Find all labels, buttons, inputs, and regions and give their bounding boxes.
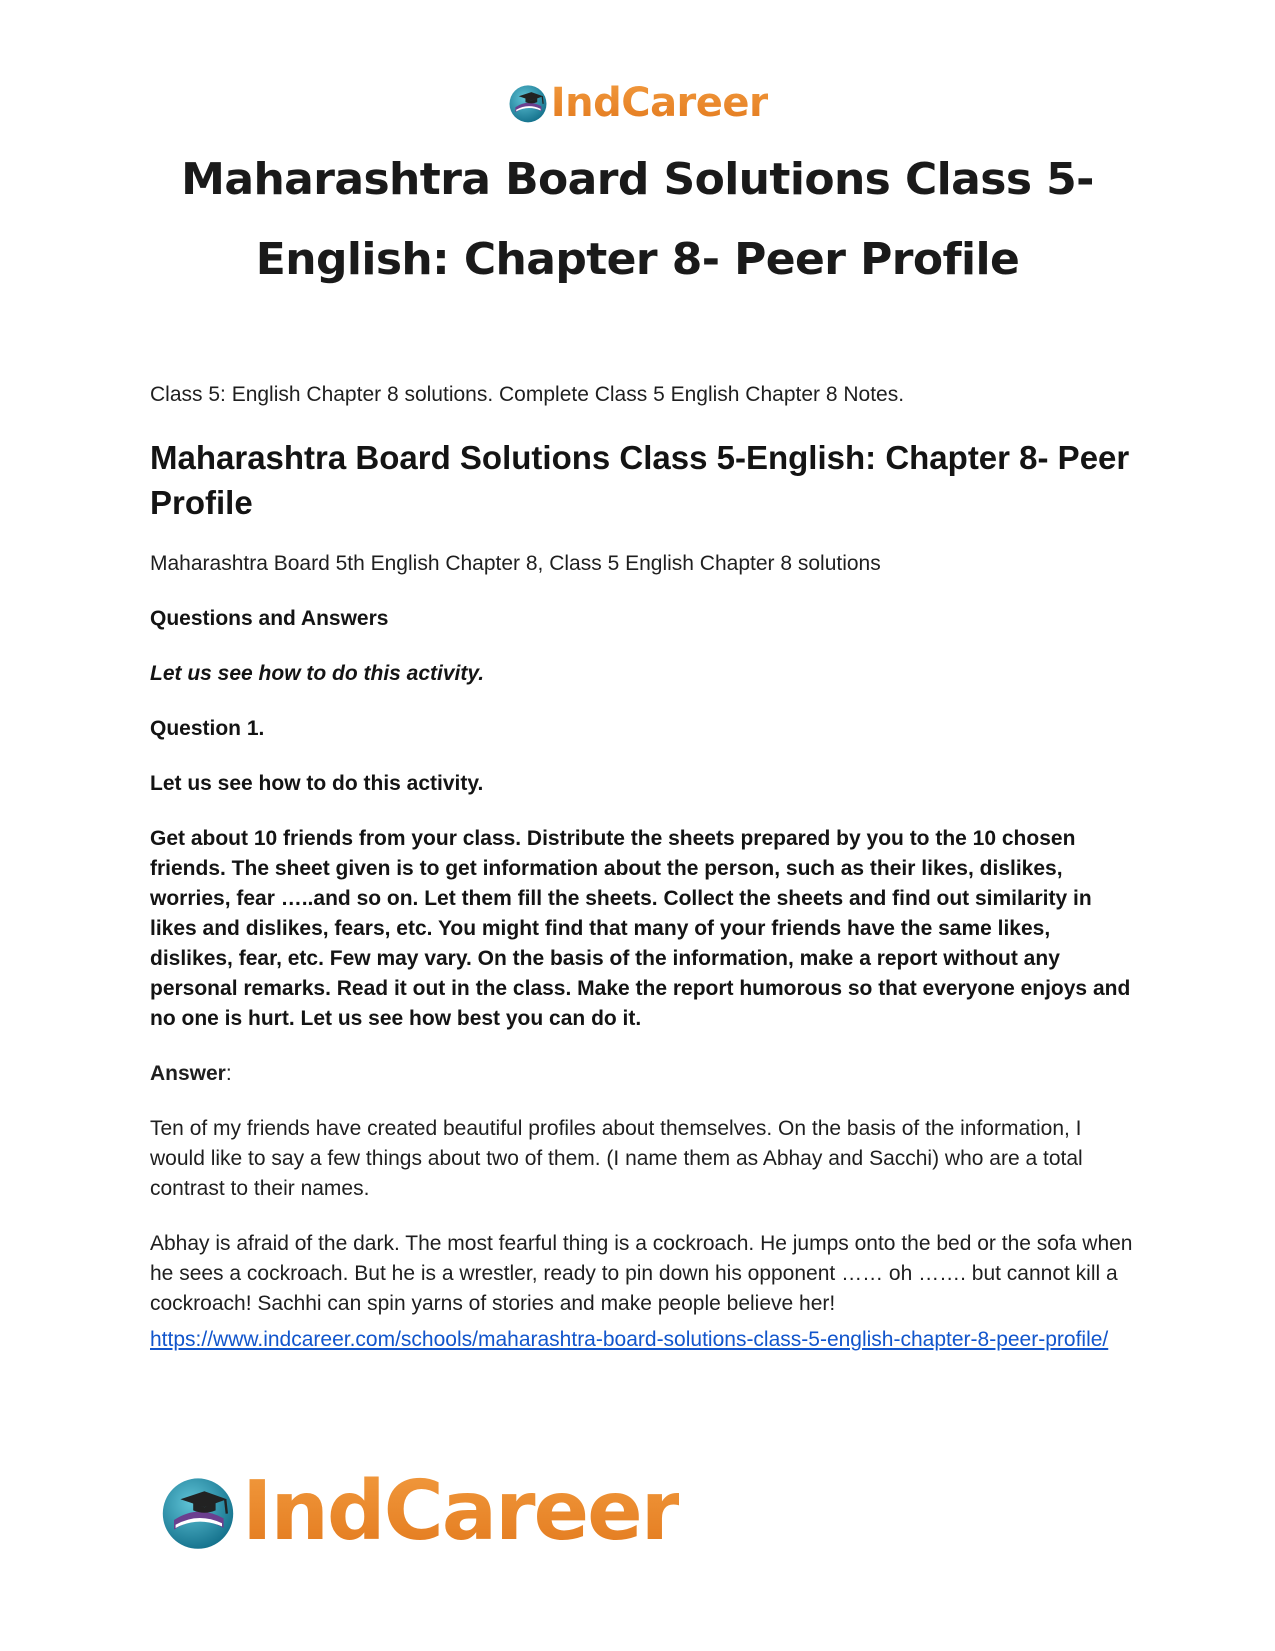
answer-paragraph-2: Abhay is afraid of the dark. The most fearful thing is a cockroach. He jumps onto the bed or the sofa when he sees a cockroach. But he is a wrestler, ready to pin down his opponent …… oh ……. but cannot kill a cockroach! Sachhi can spin yarns of stories and make people believe her!: [150, 1232, 1133, 1315]
answer-paragraph-1: Ten of my friends have created beautiful profiles about themselves. On the basis of the information, I would like to say a few things about two of them. (I name them as Abhay and Sacchi) who are a total contrast to their names.: [150, 1117, 1083, 1200]
brand-wordmark: IndCareer: [550, 80, 769, 126]
answer-label: Answer: [150, 1062, 226, 1085]
page-title: Maharashtra Board Solutions Class 5-English: Chapter 8- Peer Profile: [181, 154, 1094, 285]
activity-italic-text: Let us see how to do this activity.: [150, 662, 485, 685]
site-logo-footer: [158, 1462, 679, 1562]
intro-text: Class 5: English Chapter 8 solutions. Complete Class 5 English Chapter 8 Notes.: [150, 383, 905, 406]
section-heading: Maharashtra Board Solutions Class 5-English: Chapter 8- Peer Profile: [150, 439, 1130, 521]
brand-wordmark: IndCareer: [242, 1462, 679, 1562]
graduation-globe-icon: [507, 82, 549, 124]
answer-colon: :: [225, 1062, 232, 1085]
document-body: [150, 383, 1135, 1357]
graduation-globe-icon: [158, 1472, 238, 1552]
source-link[interactable]: https://www.indcareer.com/schools/maharashtra-board-solutions-class-5-english-chapter-8-peer-profile/: [150, 1328, 1109, 1351]
answer-label-line: [150, 1059, 1135, 1089]
qa-label: Questions and Answers: [150, 607, 389, 630]
site-logo-header: [0, 78, 1275, 128]
subtitle-text: Maharashtra Board 5th English Chapter 8, Class 5 English Chapter 8 solutions: [150, 552, 881, 575]
question-label: Question 1.: [150, 717, 265, 740]
activity-bold-text: Let us see how to do this activity.: [150, 772, 484, 795]
question-text: Get about 10 friends from your class. Distribute the sheets prepared by you to the 10 chosen friends. The sheet given is to get information about the person, such as their likes, dislikes, worries, fear …..and so on. Let them fill the sheets. Collect the sheets and find out similarity in likes and dislikes, fears, etc. You might find that many of your friends have the same likes, dislikes, fear, etc. Few may vary. On the basis of the information, make a report without any personal remarks. Read it out in the class. Make the report humorous so that everyone enjoys and no one is hurt. Let us see how best you can do it.: [150, 827, 1131, 1030]
